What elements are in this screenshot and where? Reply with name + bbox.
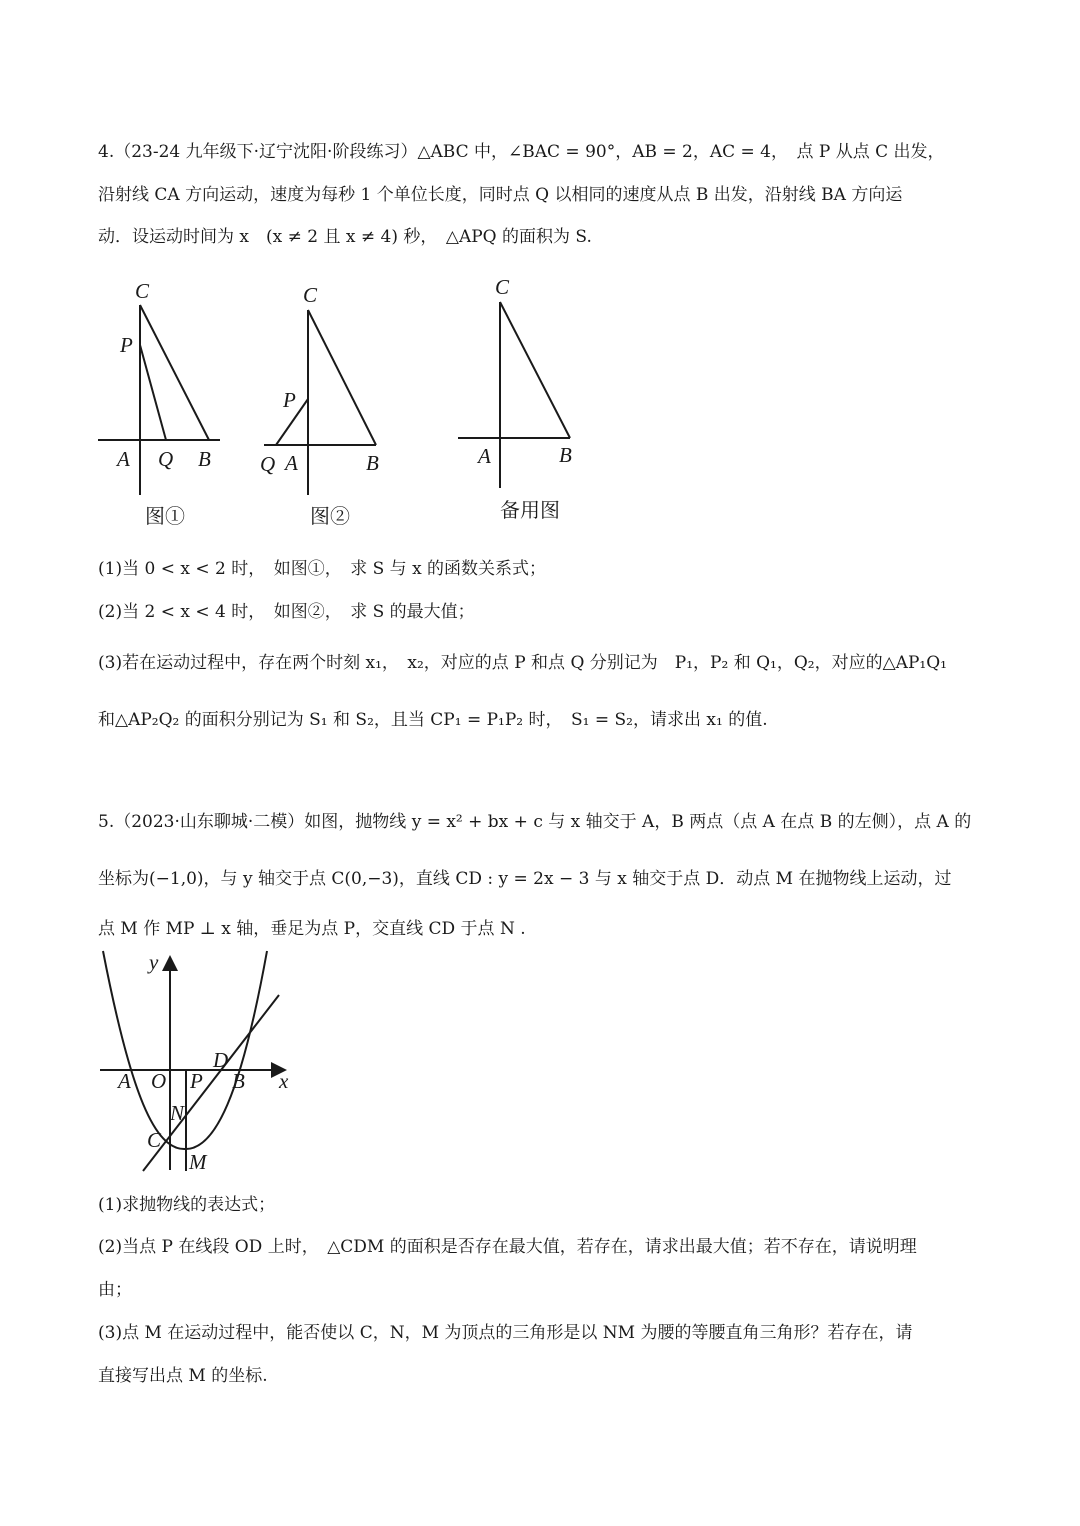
fig1-label-a: A	[117, 447, 130, 471]
problem5-q2-line-2: 由；	[98, 1280, 132, 1300]
label-b: B	[232, 1069, 245, 1093]
problem4-line-2: 沿射线 CA 方向运动，速度为每秒 1 个单位长度，同时点 Q 以相同的速度从点 B 出发，沿射线 BA 方向运	[98, 185, 903, 205]
problem4-q3-line-1: (3)若在运动过程中，存在两个时刻 x₁， x₂，对应的点 P 和点 Q 分别记为 P₁，P₂ 和 Q₁，Q₂，对应的△AP₁Q₁	[98, 653, 947, 673]
fig3-label-a: A	[478, 444, 491, 468]
fig2-side-cb	[308, 310, 376, 445]
fig2-caption: 图②	[310, 504, 350, 528]
problem4-q3-line-2: 和△AP₂Q₂ 的面积分别记为 S₁ 和 S₂，且当 CP₁ = P₁P₂ 时， S₁ = S₂，请求出 x₁ 的值.	[98, 710, 768, 730]
problem5-q3-line-2: 直接写出点 M 的坐标.	[98, 1366, 268, 1386]
fig2-label-a: A	[285, 451, 298, 475]
problem5-line-1: 5.（2023·山东聊城·二模）如图，抛物线 y = x² + bx + c 与 x 轴交于 A，B 两点（点 A 在点 B 的左侧），点 A 的	[98, 812, 972, 832]
label-x: x	[279, 1069, 289, 1093]
problem5-q1: (1)求抛物线的表达式；	[98, 1195, 276, 1215]
fig1-label-c: C	[135, 279, 150, 303]
problem4-q1: (1)当 0 < x < 2 时， 如图①， 求 S 与 x 的函数关系式；	[98, 559, 547, 579]
fig2-label-c: C	[303, 283, 318, 307]
fig3-label-c: C	[495, 275, 510, 299]
label-y: y	[149, 950, 159, 974]
label-o: O	[151, 1069, 167, 1093]
fig1-side-cb	[140, 305, 209, 440]
fig3-label-b: B	[559, 443, 572, 467]
fig3-caption: 备用图	[500, 498, 560, 522]
problem4-line-3: 动．设运动时间为 x (x ≠ 2 且 x ≠ 4) 秒， △APQ 的面积为 S.	[98, 227, 592, 247]
problem5-line-3: 点 M 作 MP ⊥ x 轴，垂足为点 P，交直线 CD 于点 N .	[98, 919, 526, 939]
figure-3	[450, 270, 590, 500]
fig2-label-q: Q	[260, 452, 276, 476]
label-c: C	[147, 1128, 162, 1152]
label-n: N	[170, 1101, 185, 1125]
fig1-caption: 图①	[145, 504, 185, 528]
fig1-segment-pq	[140, 345, 166, 440]
problem5-q3-line-1: (3)点 M 在运动过程中，能否使以 C，N，M 为顶点的三角形是以 NM 为腰的等腰直角三角形？若存在，请	[98, 1323, 913, 1343]
fig2-label-p: P	[283, 388, 296, 412]
label-p: P	[190, 1069, 203, 1093]
problem4-q2: (2)当 2 < x < 4 时， 如图②， 求 S 的最大值；	[98, 602, 475, 622]
problem5-line-2: 坐标为(−1,0)，与 y 轴交于点 C(0,−3)，直线 CD : y = 2x − 3 与 x 轴交于点 D．动点 M 在抛物线上运动，过	[98, 869, 952, 889]
fig2-label-b: B	[366, 451, 379, 475]
label-d: D	[213, 1048, 229, 1072]
fig3-side-cb	[500, 302, 570, 438]
label-m: M	[189, 1150, 207, 1174]
figure-2	[258, 275, 398, 535]
problem4-line-1: 4.（23-24 九年级下·辽宁沈阳·阶段练习）△ABC 中，∠BAC = 90°，AB = 2，AC = 4， 点 P 从点 C 出发，	[98, 142, 945, 162]
label-a: A	[118, 1069, 131, 1093]
figure-parabola	[95, 945, 310, 1180]
fig1-label-b: B	[198, 447, 211, 471]
fig1-label-p: P	[120, 333, 133, 357]
fig1-label-q: Q	[158, 447, 174, 471]
problem5-q2-line-1: (2)当点 P 在线段 OD 上时， △CDM 的面积是否存在最大值，若存在，请求出最大值；若不存在，请说明理	[98, 1237, 917, 1257]
